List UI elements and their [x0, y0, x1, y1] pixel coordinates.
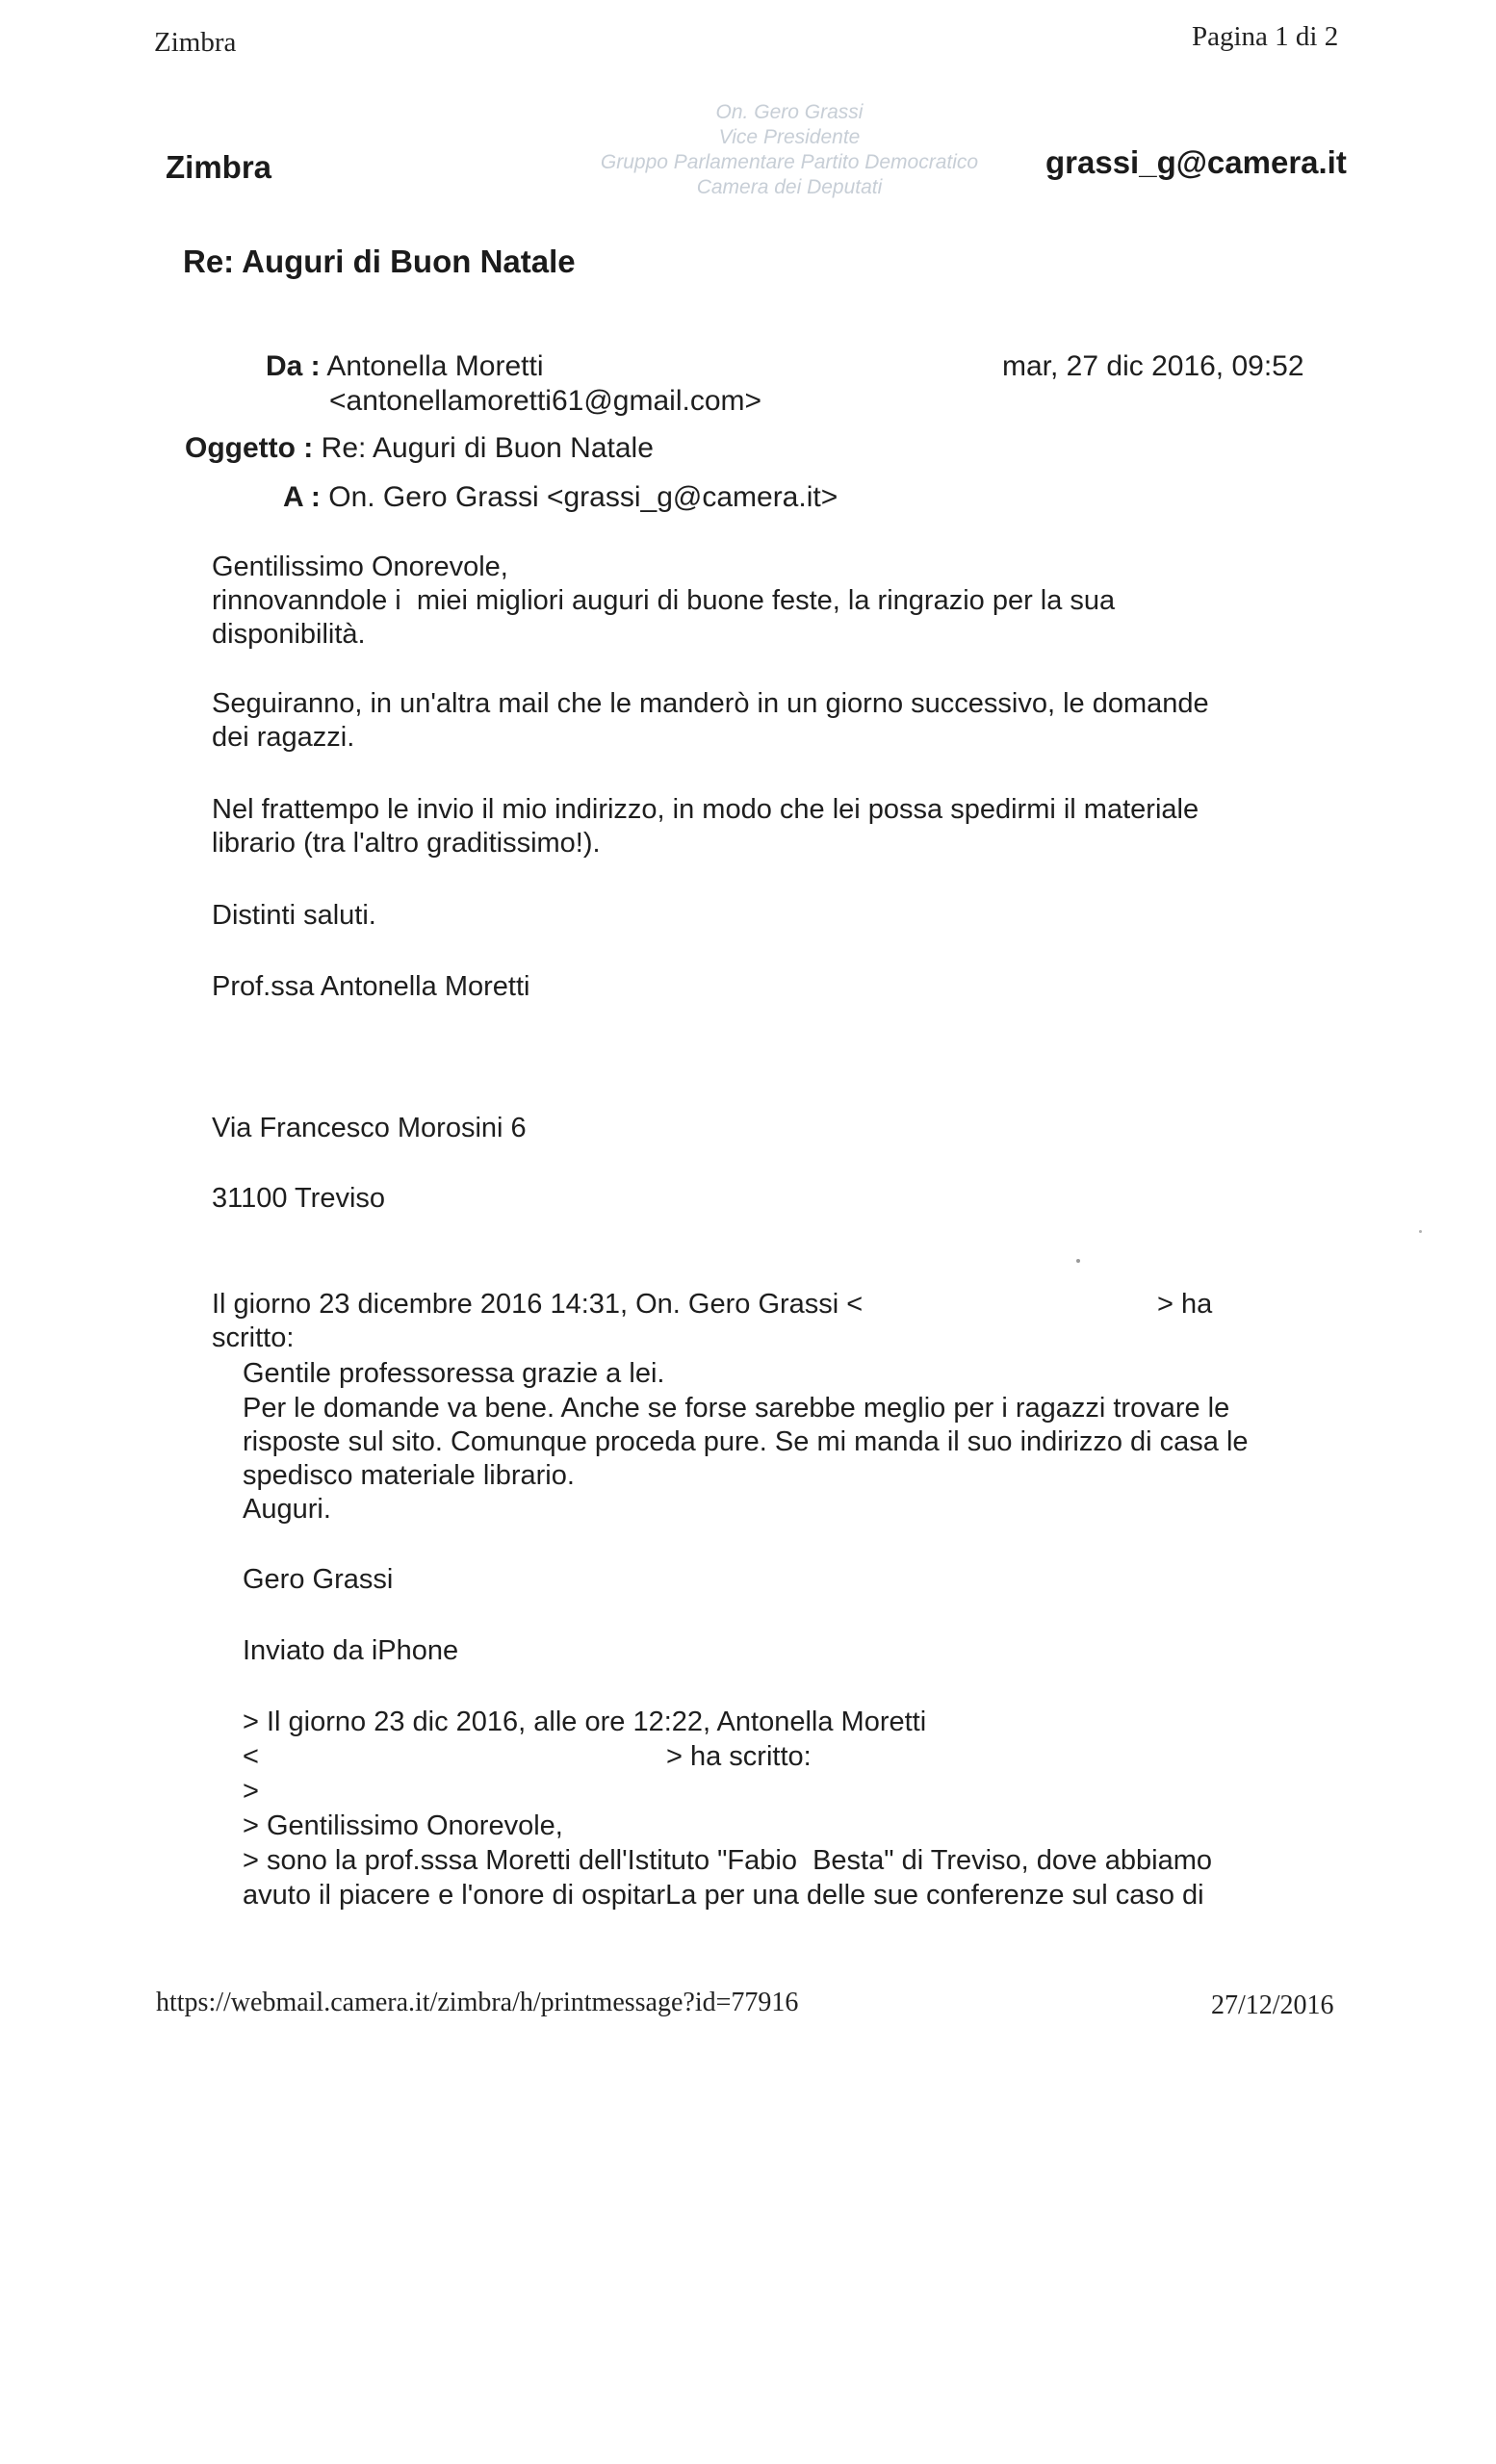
quote-intro-end: > ha [1157, 1289, 1213, 1320]
body-closing: Distinti saluti. [212, 900, 376, 931]
message-date: mar, 27 dic 2016, 09:52 [1002, 350, 1304, 382]
from-name: Antonella Moretti [326, 350, 544, 382]
from-row [266, 350, 544, 383]
body-paragraph-line: Seguiranno, in un'altra mail che le manderò in un giorno successivo, le domande [212, 688, 1209, 719]
reply-signature: Gero Grassi [243, 1564, 394, 1595]
body-paragraph-line: Nel frattempo le invio il mio indirizzo, in modo che lei possa spedirmi il materiale [212, 794, 1199, 825]
subject-row [185, 432, 654, 465]
reply-line: spedisco materiale librario. [243, 1460, 575, 1491]
reply-line: Auguri. [243, 1494, 331, 1525]
body-paragraph-line: dei ragazzi. [212, 722, 355, 753]
body-paragraph-line: rinnovanndole i miei migliori auguri di buone feste, la ringrazio per la sua [212, 585, 1116, 616]
address-street: Via Francesco Morosini 6 [212, 1113, 527, 1143]
from-label: Da : [266, 350, 321, 382]
reply-line: Gentile professoressa grazie a lei. [243, 1358, 665, 1389]
faded-stamp [578, 100, 1001, 200]
reply-sent-from: Inviato da iPhone [243, 1635, 459, 1666]
message-subject-title: Re: Auguri di Buon Natale [183, 244, 576, 279]
print-footer-date: 27/12/2016 [1211, 1990, 1334, 2020]
quote-intro-line2: scritto: [212, 1322, 295, 1353]
stamp-line: Gruppo Parlamentare Partito Democratico [600, 151, 979, 173]
reply-line: risposte sul sito. Comunque proceda pure. Se mi manda il suo indirizzo di casa le [243, 1426, 1249, 1457]
quoted-line: > Il giorno 23 dic 2016, alle ore 12:22, Antonella Moretti [243, 1707, 927, 1737]
to-label: A : [283, 481, 321, 513]
print-footer-url: https://webmail.camera.it/zimbra/h/printmessage?id=77916 [156, 1988, 799, 2017]
stamp-line: Vice Presidente [718, 126, 861, 148]
quoted-line: > ha scritto: [666, 1741, 812, 1772]
stamp-line: On. Gero Grassi [715, 101, 864, 123]
stamp-line: Camera dei Deputati [696, 176, 883, 198]
subject-label: Oggetto : [185, 432, 314, 464]
quoted-line: > Gentilissimo Onorevole, [243, 1810, 563, 1841]
zimbra-logo-text: Zimbra [166, 149, 272, 185]
to-value: On. Gero Grassi <grassi_g@camera.it> [328, 481, 838, 513]
body-signature: Prof.ssa Antonella Moretti [212, 971, 530, 1002]
body-paragraph-line: disponibilità. [212, 619, 366, 650]
scan-speck [1419, 1230, 1422, 1233]
print-header-page-number: Pagina 1 di 2 [1192, 21, 1339, 52]
print-header-app: Zimbra [154, 27, 237, 58]
to-row [283, 481, 838, 514]
quoted-line: avuto il piacere e l'onore di ospitarLa per una delle sue conferenze sul caso di [243, 1880, 1204, 1911]
address-city: 31100 Treviso [212, 1183, 386, 1214]
from-email: <antonellamoretti61@gmail.com> [329, 385, 762, 417]
body-paragraph-line: librario (tra l'altro graditissimo!). [212, 828, 601, 859]
user-email: grassi_g@camera.it [1045, 144, 1347, 180]
quoted-line: < [243, 1741, 259, 1772]
quoted-line: > [243, 1776, 259, 1807]
quote-intro-start: Il giorno 23 dicembre 2016 14:31, On. Gero Grassi < [212, 1289, 864, 1320]
scan-speck [1076, 1259, 1080, 1263]
reply-line: Per le domande va bene. Anche se forse sarebbe meglio per i ragazzi trovare le [243, 1393, 1230, 1424]
quoted-line: > sono la prof.sssa Moretti dell'Istituto "Fabio Besta" di Treviso, dove abbiamo [243, 1845, 1212, 1876]
body-greeting: Gentilissimo Onorevole, [212, 552, 508, 582]
subject-value: Re: Auguri di Buon Natale [321, 432, 654, 464]
